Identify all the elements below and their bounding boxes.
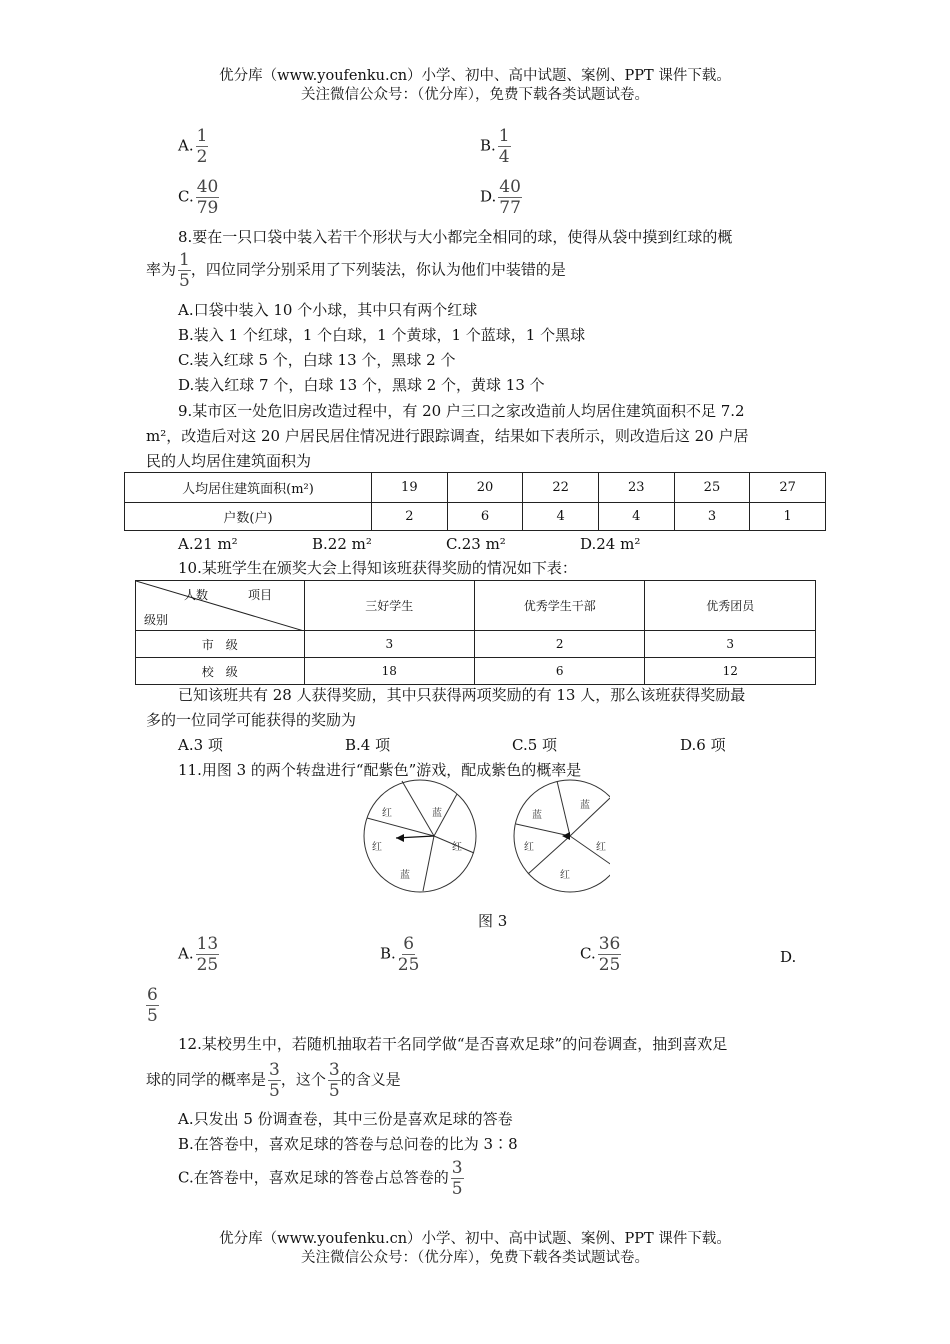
q12-stem-line-2: 球的同学的概率是 $\frac{3}{5}$ ，这个 $\frac{3}{5}$ 的含义是 [146, 1060, 401, 1101]
q7-option-a: A. $\frac{1}{2}$ [178, 126, 208, 167]
q9-option-d: D.24 m² [580, 535, 641, 553]
q10-option-b: B.4 项 [345, 736, 391, 754]
q10-col-head: 优秀团员 [645, 581, 816, 631]
spinner-right-label: 红 [596, 842, 606, 853]
q7-option-b: B. $\frac{1}{4}$ [480, 126, 510, 167]
q10-row-label: 市 级 [136, 631, 305, 658]
q9-area-cell: 20 [447, 473, 523, 503]
spinner-left-label: 红 [452, 842, 462, 853]
q9-option-a: A.21 m² [178, 535, 238, 553]
q9-table-row1-head: 人均居住建筑面积(m²) [125, 473, 372, 503]
q9-area-cell: 22 [523, 473, 599, 503]
fraction: $\frac{3}{5}$ [451, 1158, 463, 1199]
q11-option-d-fraction [144, 985, 159, 1026]
fraction: $\frac{1}{4}$ [498, 126, 510, 167]
q11-option-b: B. $\frac{6}{25}$ [380, 934, 420, 975]
q12-option-a: A.只发出 5 份调查卷，其中三份是喜欢足球的答卷 [178, 1110, 513, 1128]
q10-table-corner [136, 581, 305, 631]
q10-col-head: 优秀学生干部 [475, 581, 645, 631]
q9-count-cell: 6 [447, 503, 523, 531]
q9-count-cell: 4 [598, 503, 674, 531]
fraction: $\frac{1}{2}$ [196, 126, 208, 167]
header-line-1: 优分库（www.youfenku.cn）小学、初中、高中试题、案例、PPT 课件下载。 [219, 68, 731, 84]
q8-stem-line-1: 8.要在一只口袋中装入若干个形状与大小都完全相同的球，使得从袋中摸到红球的概 [178, 228, 733, 246]
q9-area-cell: 27 [750, 473, 826, 503]
q8-option-d: D.装入红球 7 个，白球 13 个，黑球 2 个，黄球 13 个 [178, 376, 545, 394]
fraction: $\frac{36}{25}$ [598, 934, 621, 975]
fraction: $\frac{3}{5}$ [269, 1060, 280, 1101]
q7-option-c: C. $\frac{40}{79}$ [178, 177, 219, 218]
q9-count-cell: 3 [674, 503, 750, 531]
q9-count-cell: 4 [523, 503, 599, 531]
q11-option-a: A. $\frac{13}{25}$ [178, 934, 219, 975]
spinner-left [364, 780, 476, 892]
q12-stem-line-1: 12.某校男生中，若随机抽取若干名同学做“是否喜欢足球”的问卷调查，抽到喜欢足 [178, 1035, 728, 1053]
q11-option-d-label: D. [780, 948, 797, 966]
q9-area-cell: 19 [372, 473, 448, 503]
fraction: $\frac{6}{25}$ [397, 934, 420, 975]
header-line-2: 关注微信公众号：（优分库），免费下载各类试题试卷。 [301, 87, 649, 103]
q9-count-cell: 2 [372, 503, 448, 531]
corner-right-label: 项目 [248, 588, 273, 602]
q9-area-cell: 23 [598, 473, 674, 503]
q10-option-d: D.6 项 [680, 736, 726, 754]
q7-option-d: D. $\frac{40}{77}$ [480, 177, 521, 218]
footer-line-2: 关注微信公众号：（优分库），免费下载各类试题试卷。 [301, 1250, 649, 1266]
spinner-right-label: 红 [524, 842, 534, 853]
q9-stem-line-3: 民的人均居住建筑面积为 [146, 452, 312, 470]
q9-stem-line-2: m²，改造后对这 20 户居民居住情况进行跟踪调查，结果如下表所示，则改造后这 20 户居 [146, 427, 749, 445]
q9-area-cell: 25 [674, 473, 750, 503]
q9-table-row2-head: 户数(户) [125, 503, 372, 531]
fraction: $\frac{40}{79}$ [196, 177, 219, 218]
spinner-left-label: 红 [372, 842, 382, 853]
q10-text-line-2: 多的一位同学可能获得的奖励为 [146, 711, 357, 729]
q10-cell: 6 [475, 658, 645, 685]
spinner-left-label: 蓝 [432, 808, 442, 819]
spinner-right-label: 红 [560, 870, 570, 881]
corner-bottom-label: 级别 [144, 613, 169, 627]
figure-3-spinners [360, 778, 610, 896]
q10-row-label: 校 级 [136, 658, 305, 685]
q9-option-b: B.22 m² [312, 535, 372, 553]
fraction: $\frac{3}{5}$ [328, 1060, 340, 1101]
q10-table [135, 580, 816, 685]
spinner-left-label: 蓝 [400, 870, 410, 881]
q10-text-line-1: 已知该班共有 28 人获得奖励，其中只获得两项奖励的有 13 人，那么该班获得奖励最 [178, 686, 746, 704]
q9-stem-line-1: 9.某市区一处危旧房改造过程中，有 20 户三口之家改造前人均居住建筑面积不足 7.2 [178, 402, 745, 420]
spinner-right-label: 蓝 [580, 800, 590, 811]
q10-option-a: A.3 项 [178, 736, 223, 754]
q10-cell: 3 [304, 631, 474, 658]
q8-stem-line-2: 率为 $\frac{1}{5}$ ，四位同学分别采用了下列装法，你认为他们中装错的是 [146, 250, 566, 291]
spinner-right-label: 蓝 [532, 810, 542, 821]
q10-cell: 3 [645, 631, 816, 658]
q8-option-c: C.装入红球 5 个，白球 13 个，黑球 2 个 [178, 351, 456, 369]
q10-option-c: C.5 项 [512, 736, 558, 754]
fraction: $\frac{40}{77}$ [499, 177, 521, 218]
q11-option-c: C. $\frac{36}{25}$ [580, 934, 621, 975]
q10-cell: 2 [475, 631, 645, 658]
q10-cell: 18 [304, 658, 474, 685]
spinner-right [514, 780, 610, 892]
q8-option-b: B.装入 1 个红球，1 个白球，1 个黄球，1 个蓝球，1 个黑球 [178, 326, 586, 344]
q10-cell: 12 [645, 658, 816, 685]
footer-line-1: 优分库（www.youfenku.cn）小学、初中、高中试题、案例、PPT 课件下载。 [219, 1231, 731, 1247]
q9-option-c: C.23 m² [446, 535, 506, 553]
fraction: $\frac{1}{5}$ [179, 250, 190, 291]
fraction: $\frac{13}{25}$ [196, 934, 219, 975]
q9-table [124, 472, 826, 531]
corner-top-label: 人数 [184, 588, 209, 602]
q12-option-b: B.在答卷中，喜欢足球的答卷与总问卷的比为 3∶8 [178, 1135, 518, 1153]
q9-count-cell: 1 [750, 503, 826, 531]
figure-caption: 图 3 [478, 912, 508, 930]
q10-col-head: 三好学生 [304, 581, 474, 631]
q12-option-c: C.在答卷中，喜欢足球的答卷占总答卷的 $\frac{3}{5}$ [178, 1158, 463, 1199]
q11-stem: 11.用图 3 的两个转盘进行“配紫色”游戏，配成紫色的概率是 [178, 761, 582, 779]
fraction: $\frac{6}{5}$ [147, 985, 158, 1026]
q8-option-a: A.口袋中装入 10 个小球，其中只有两个红球 [178, 301, 478, 319]
spinner-left-label: 红 [382, 808, 392, 819]
q10-stem: 10.某班学生在颁奖大会上得知该班获得奖励的情况如下表： [178, 559, 577, 577]
